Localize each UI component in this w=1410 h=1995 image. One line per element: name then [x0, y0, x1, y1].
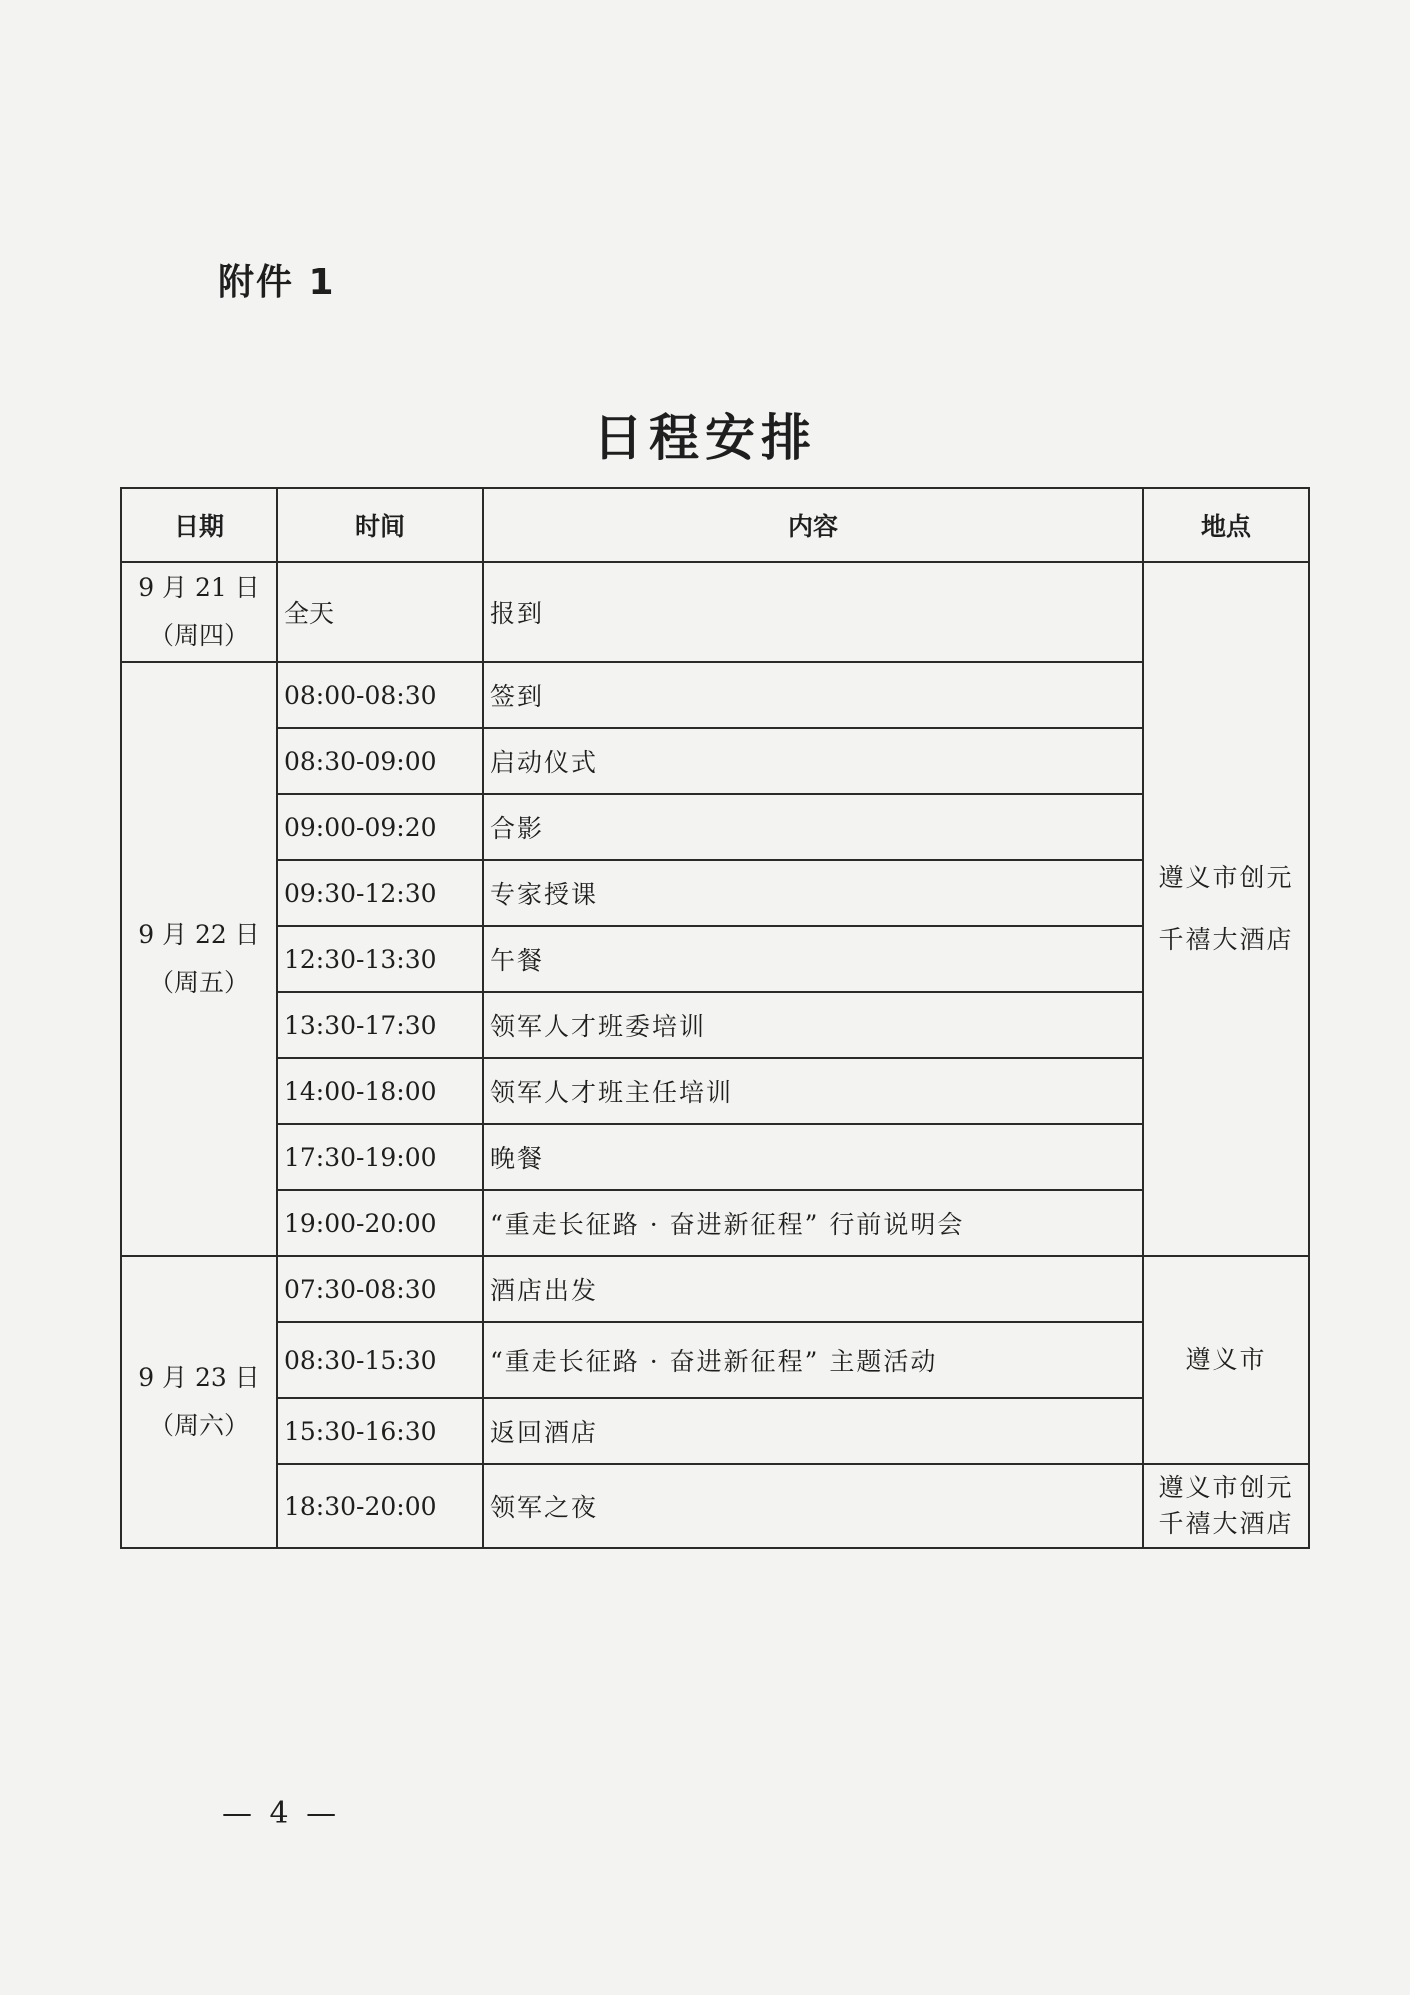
content-cell: 合影 — [483, 794, 1143, 860]
content-cell: 领军之夜 — [483, 1464, 1143, 1548]
date-label: 9 月 22 日 — [138, 920, 260, 949]
table-row — [121, 926, 1309, 992]
header-time: 时间 — [277, 488, 483, 562]
location-cell — [1143, 562, 1309, 1256]
time-cell: 08:30-15:30 — [277, 1322, 483, 1398]
location-cell — [1143, 1464, 1309, 1548]
date-cell — [121, 1256, 277, 1548]
content-cell: 晚餐 — [483, 1124, 1143, 1190]
content-cell: 领军人才班委培训 — [483, 992, 1143, 1058]
time-cell: 12:30-13:30 — [277, 926, 483, 992]
time-cell: 07:30-08:30 — [277, 1256, 483, 1322]
location-line: 遵义市创元 — [1158, 1473, 1294, 1502]
content-cell: “重走长征路 · 奋进新征程” 行前说明会 — [483, 1190, 1143, 1256]
page-number: — 4 — — [222, 1796, 341, 1831]
date-label: 9 月 23 日 — [138, 1363, 260, 1392]
table-row — [121, 860, 1309, 926]
time-cell: 18:30-20:00 — [277, 1464, 483, 1548]
attachment-label: 附件 1 — [218, 262, 336, 303]
content-cell: 领军人才班主任培训 — [483, 1058, 1143, 1124]
table-row — [121, 794, 1309, 860]
time-cell: 08:00-08:30 — [277, 662, 483, 728]
time-cell: 17:30-19:00 — [277, 1124, 483, 1190]
table-row — [121, 728, 1309, 794]
content-cell: “重走长征路 · 奋进新征程” 主题活动 — [483, 1322, 1143, 1398]
time-cell: 08:30-09:00 — [277, 728, 483, 794]
content-cell: 报到 — [483, 562, 1143, 662]
content-cell: 专家授课 — [483, 860, 1143, 926]
time-cell: 19:00-20:00 — [277, 1190, 483, 1256]
table-row — [121, 1322, 1309, 1398]
table-header-row — [121, 488, 1309, 562]
location-line: 遵义市 — [1185, 1345, 1267, 1374]
time-cell: 14:00-18:00 — [277, 1058, 483, 1124]
location-line: 遵义市创元 — [1158, 863, 1294, 892]
location-line: 千禧大酒店 — [1158, 925, 1294, 954]
header-date: 日期 — [121, 488, 277, 562]
table-row — [121, 1124, 1309, 1190]
table-row — [121, 562, 1309, 662]
weekday-label: （周六） — [148, 1411, 249, 1440]
content-cell: 酒店出发 — [483, 1256, 1143, 1322]
content-cell: 返回酒店 — [483, 1398, 1143, 1464]
table-row — [121, 1464, 1309, 1548]
table-row — [121, 1058, 1309, 1124]
table-row — [121, 1190, 1309, 1256]
time-cell: 09:30-12:30 — [277, 860, 483, 926]
header-content: 内容 — [483, 488, 1143, 562]
content-cell: 启动仪式 — [483, 728, 1143, 794]
header-location: 地点 — [1143, 488, 1309, 562]
time-cell: 09:00-09:20 — [277, 794, 483, 860]
date-cell — [121, 662, 277, 1256]
table-row — [121, 992, 1309, 1058]
date-label: 9 月 21 日 — [138, 573, 260, 602]
time-cell: 13:30-17:30 — [277, 992, 483, 1058]
location-cell — [1143, 1256, 1309, 1464]
date-cell — [121, 562, 277, 662]
weekday-label: （周五） — [148, 968, 249, 997]
table-row — [121, 1398, 1309, 1464]
schedule-table — [120, 487, 1310, 1549]
page-title: 日程安排 — [593, 409, 817, 467]
content-cell: 午餐 — [483, 926, 1143, 992]
weekday-label: （周四） — [148, 621, 249, 650]
content-cell: 签到 — [483, 662, 1143, 728]
table-row — [121, 662, 1309, 728]
time-cell: 15:30-16:30 — [277, 1398, 483, 1464]
table-row — [121, 1256, 1309, 1322]
location-line: 千禧大酒店 — [1158, 1509, 1294, 1538]
time-cell: 全天 — [277, 562, 483, 662]
